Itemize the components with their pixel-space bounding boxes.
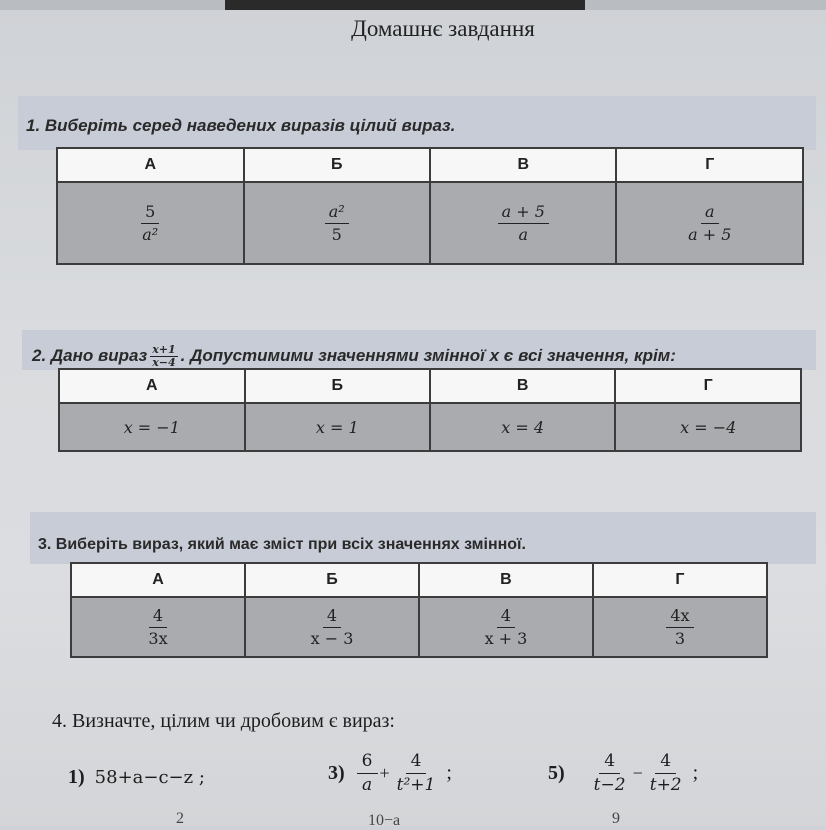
q1-option-v[interactable] (430, 182, 616, 264)
q4-item3-f2-den: t²+1 (396, 774, 436, 795)
q4-item5-frac1 (589, 752, 631, 794)
q4-item5-label: 5) (548, 761, 565, 784)
q2-prefix: 2. Дано вираз (32, 346, 148, 366)
q1-b-den: 5 (331, 224, 342, 244)
q3-header-b: Б (245, 563, 419, 597)
q2-header-b: Б (245, 369, 430, 403)
q2-header-v: В (430, 369, 615, 403)
q4-item3-frac1 (357, 752, 378, 794)
q4-item3-label: 3) (328, 761, 345, 784)
q1-option-g[interactable] (616, 182, 803, 264)
q3-header-g: Г (593, 563, 767, 597)
q4-item5-f2-num: 4 (655, 752, 676, 774)
q3-text: 3. Виберіть вираз, який має зміст при всіх значеннях змінної. (38, 536, 526, 553)
q4-text: 4. Визначте, цілим чи дробовим є вираз: (52, 710, 395, 732)
q3-v-num: 4 (497, 607, 515, 628)
q3-g-num: 4x (666, 607, 693, 628)
q2-header-a: А (59, 369, 245, 403)
q3-a-num: 4 (149, 607, 167, 628)
q4-cut-text-3: 9 (612, 810, 620, 827)
q3-g-den: 3 (674, 628, 686, 648)
q1-b-num: a² (325, 203, 349, 224)
q4-item5-f1-num: 4 (599, 752, 620, 774)
q3-option-v[interactable] (419, 597, 593, 657)
q4-item3-end: ; (446, 761, 452, 784)
q2-suffix: . Допустимими значеннями змінної x є всі значення, крім: (180, 346, 676, 366)
q2-option-g[interactable]: x = −4 (615, 403, 801, 451)
q1-header-a: А (57, 148, 244, 182)
q3-table (70, 562, 768, 658)
q3-header-v: В (419, 563, 593, 597)
q4-item5-f2-den: t+2 (649, 774, 682, 795)
q1-table (56, 147, 804, 265)
q2-frac-den: x−4 (152, 355, 176, 369)
q3-b-den: x − 3 (310, 628, 354, 648)
q1-v-den: a (518, 224, 529, 244)
q4-item-1 (68, 766, 205, 789)
q2-option-b[interactable]: x = 1 (245, 403, 430, 451)
q4-item1-label: 1) (68, 766, 85, 788)
q4-cut-text-2: 10−a (368, 812, 401, 829)
q2-option-v[interactable]: x = 4 (430, 403, 615, 451)
q4-item5-f1-den: t−2 (593, 774, 626, 795)
q2-table (58, 368, 802, 452)
q4-item3-frac2 (392, 752, 441, 794)
q3-option-a[interactable] (71, 597, 245, 657)
top-dark-strip (225, 0, 585, 10)
q1-header-v: В (430, 148, 616, 182)
q1-header-g: Г (616, 148, 803, 182)
q4-item3-f2-num: 4 (406, 752, 427, 774)
q2-header-g: Г (615, 369, 801, 403)
q4-item5-minus: − (632, 762, 643, 783)
q4-item1-expr: 58+a−c−z ; (94, 767, 205, 788)
q3-option-b[interactable] (245, 597, 419, 657)
page-title: Домашнє завдання (351, 16, 535, 41)
q3-a-den: 3x (148, 628, 168, 648)
q1-a-den: a² (142, 224, 159, 244)
q4-item-5 (548, 752, 698, 794)
q3-option-g[interactable] (593, 597, 767, 657)
q4-cut-text-1: 2 (176, 810, 184, 827)
q1-header-b: Б (244, 148, 431, 182)
q1-g-den: a + 5 (688, 224, 732, 244)
q1-g-num: a (701, 203, 719, 224)
q2-fraction (150, 344, 177, 368)
q4-item3-plus: + (379, 762, 390, 783)
q4-item5-frac2 (645, 752, 687, 794)
q2-text (32, 344, 676, 368)
q1-option-a[interactable] (57, 182, 244, 264)
q3-v-den: x + 3 (484, 628, 528, 648)
q3-header-a: А (71, 563, 245, 597)
q1-option-b[interactable] (244, 182, 431, 264)
q4-item3-f1-num: 6 (357, 752, 378, 774)
q4-item3-f1-den: a (362, 774, 373, 795)
q2-frac-num: x+1 (152, 343, 176, 356)
q3-b-num: 4 (323, 607, 341, 628)
q2-option-a[interactable]: x = −1 (59, 403, 245, 451)
q4-item-3 (328, 752, 452, 794)
q1-v-num: a + 5 (498, 203, 549, 224)
q1-a-num: 5 (141, 203, 159, 224)
q4-item5-end: ; (692, 761, 699, 784)
q1-text: 1. Виберіть серед наведених виразів цілий вираз. (26, 116, 456, 135)
